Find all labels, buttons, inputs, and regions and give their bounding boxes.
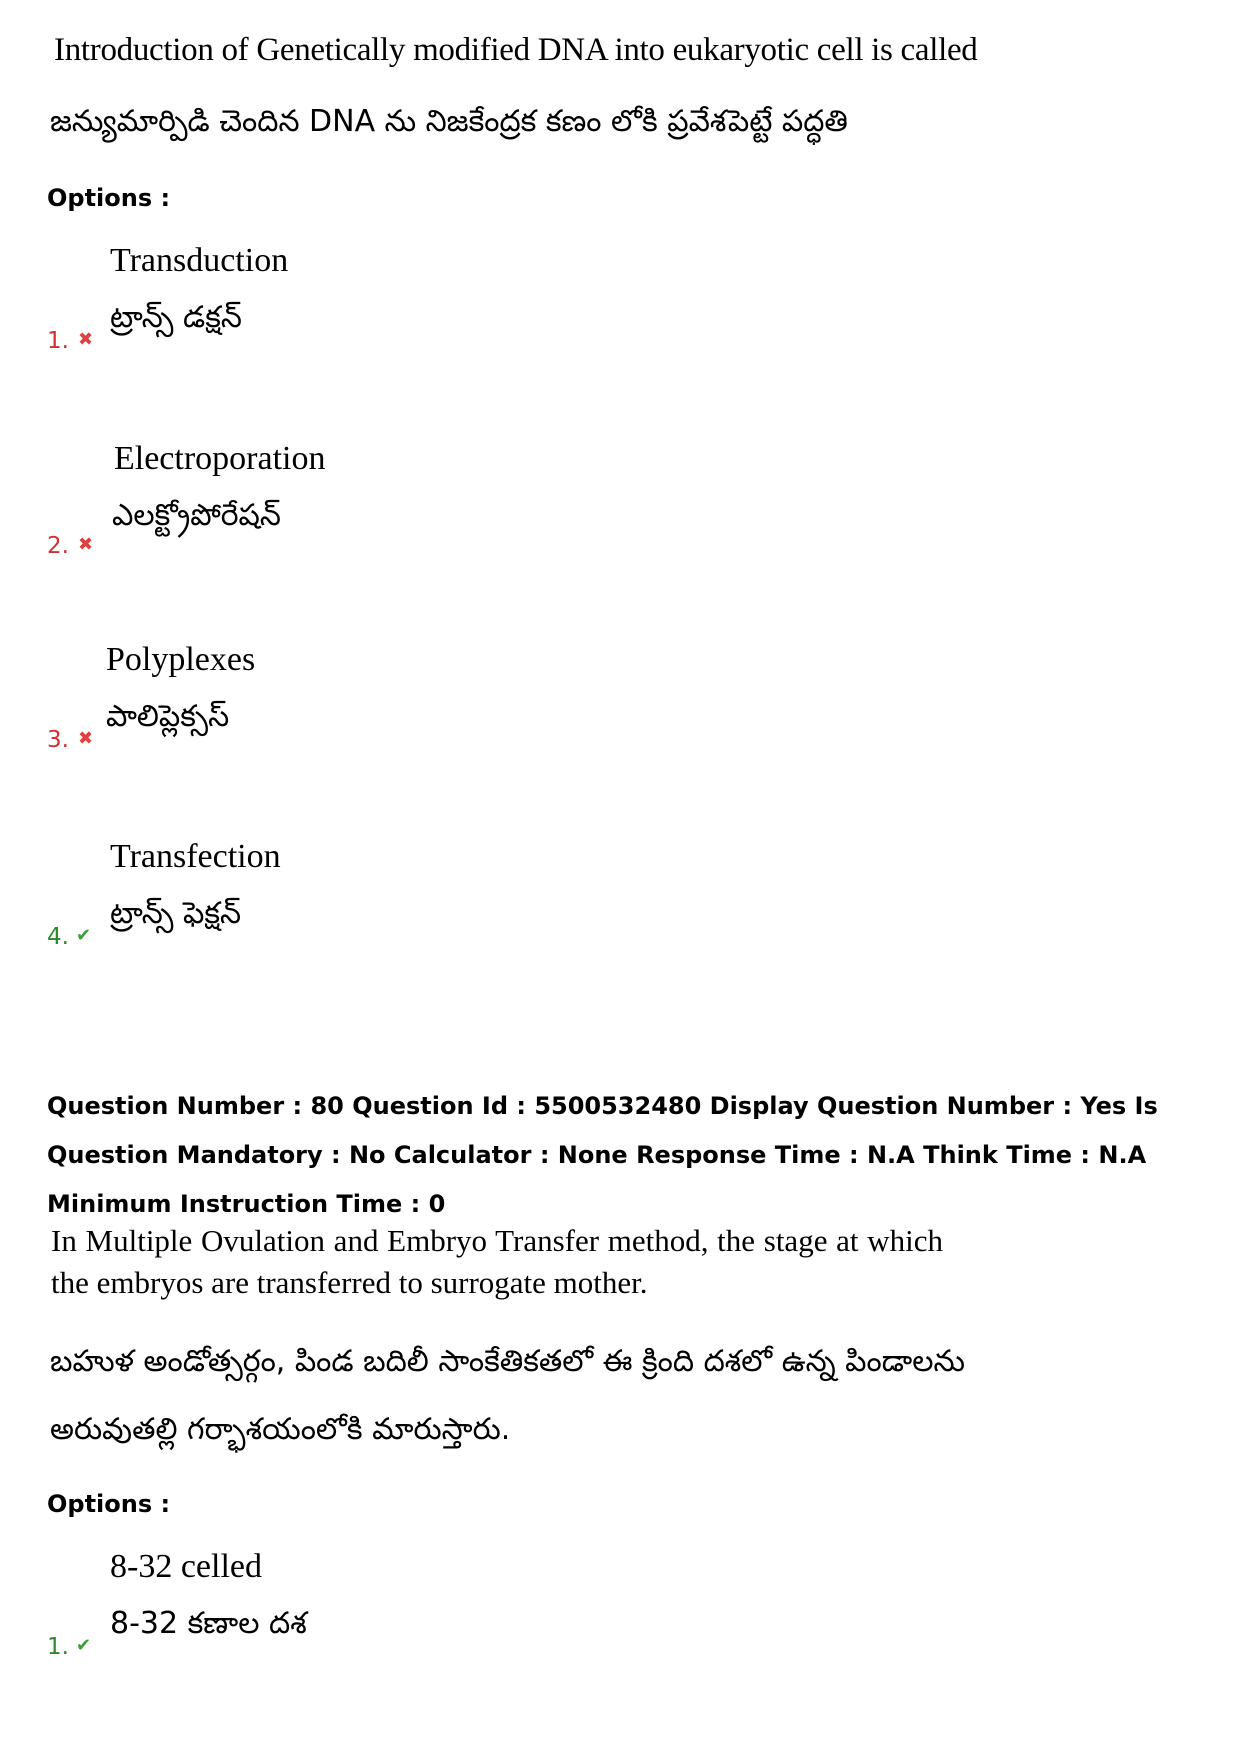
question-text-en: In Multiple Ovulation and Embryo Transfer method, the stage at which the embryos are transferred to surrogate mother. [51, 1223, 943, 1300]
option-1-text-en: Transduction [110, 242, 289, 279]
option-3-number: 3. [47, 727, 69, 753]
check-icon: ✔ [76, 925, 92, 946]
check-icon: ✔ [76, 1635, 92, 1656]
option-1-text-te: 8-32 కణాల దశ [110, 1606, 307, 1641]
option-2-number: 2. [47, 533, 69, 559]
option-2-text-en: Electroporation [114, 440, 326, 477]
option-3-text-te: పాలిప్లెక్సస్ [106, 699, 230, 734]
option-1-number: 1. [47, 1634, 69, 1660]
question-text-te-line-1: బహుళ అండోత్సర్గం, పిండ బదిలీ సాంకేతికతలో ఈ క్రింది దశలో ఉన్న పిండాలను [50, 1344, 965, 1379]
option-3-text-en: Polyplexes [106, 641, 256, 678]
option-4-number: 4. [47, 924, 69, 950]
cross-icon: ✖ [78, 534, 94, 555]
options-label: Options : [47, 1490, 171, 1518]
question-text-te: జన్యుమార్పిడి చెందిన DNA ను నిజకేంద్రక కణం లోకి ప్రవేశపెట్టే పద్ధతి [50, 104, 848, 139]
option-4-text-te: ట్రాన్స్ ఫెక్షన్ [110, 896, 242, 931]
cross-icon: ✖ [78, 329, 94, 350]
option-2-text-te: ఎలక్ట్రోపోరేషన్ [112, 498, 281, 533]
option-1-text-te: ట్రాన్స్ డక్షన్ [110, 300, 242, 335]
question-meta: Question Number : 80 Question Id : 5500532480 Display Question Number : Yes Is Question Mandatory : No Calculator : None Response Time : N.A Think Time : N.A Minimum Instruction Time : 0 [47, 1092, 1158, 1218]
question-text-te-line-2: అరువుతల్లి గర్భాశయంలోకి మారుస్తారు. [50, 1412, 511, 1447]
option-1-text-en: 8-32 celled [110, 1548, 262, 1585]
option-1-number: 1. [47, 328, 69, 354]
question-text-en: Introduction of Genetically modified DNA into eukaryotic cell is called [54, 32, 978, 68]
cross-icon: ✖ [78, 728, 94, 749]
options-label: Options : [47, 184, 171, 212]
option-4-text-en: Transfection [110, 838, 281, 875]
